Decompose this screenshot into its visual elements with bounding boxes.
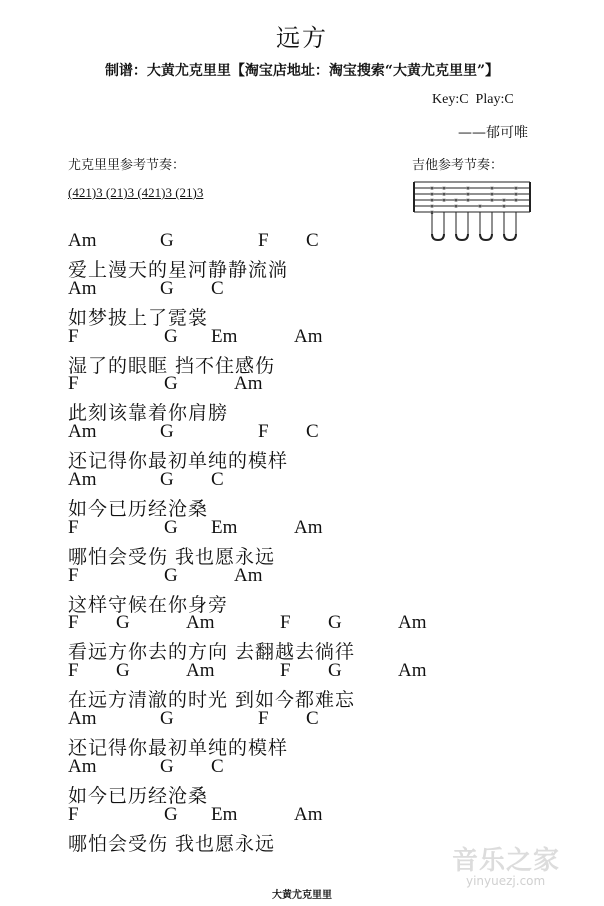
chord: Am (234, 373, 263, 395)
chord: C (211, 277, 224, 299)
chord: Am (68, 469, 97, 490)
ukulele-rhythm-label: 尤克里里参考节奏： (68, 158, 186, 173)
chord: G (160, 277, 174, 299)
chord: Am (68, 708, 97, 729)
lyric-line: 哪怕会受伤 我也愿永远 (68, 832, 276, 855)
svg-text:x: x (454, 198, 458, 204)
chord: G (164, 373, 178, 395)
chord: G (164, 516, 178, 538)
svg-text:x: x (430, 186, 434, 192)
svg-text:x: x (514, 186, 518, 192)
chord: C (306, 230, 319, 251)
chord: C (306, 421, 319, 443)
svg-text:x: x (430, 192, 434, 198)
svg-text:x: x (442, 186, 446, 192)
chord: F (280, 660, 291, 682)
chord: C (211, 469, 224, 490)
svg-text:x: x (466, 198, 470, 204)
chord: G (160, 421, 174, 443)
chord: F (68, 564, 79, 586)
lyric-line: 如梦披上了霓裳 (68, 306, 209, 329)
lyric-line: 湿了的眼眶 挡不住感伤 (68, 354, 276, 377)
lyric-line: 如今已历经沧桑 (68, 784, 209, 807)
svg-text:x: x (490, 192, 494, 198)
chord: F (68, 612, 79, 634)
svg-text:x: x (490, 186, 494, 192)
chord: F (258, 230, 269, 251)
chord: F (68, 325, 79, 347)
chord: F (68, 373, 79, 395)
lyric-line: 还记得你最初单纯的模样 (68, 450, 289, 473)
chord: G (160, 755, 174, 777)
lyric-line: 在远方清澈的时光 到如今都难忘 (68, 689, 356, 712)
chord: G (164, 564, 178, 586)
chord: Am (294, 325, 323, 347)
chord: G (116, 660, 130, 682)
chord: Em (211, 803, 238, 825)
arranger-credit: 制谱：大黄尤克里里【淘宝店地址：淘宝搜索“大黄尤克里里”】 (104, 63, 500, 79)
lyric-line: 哪怕会受伤 我也愿永远 (68, 545, 276, 568)
chord: F (280, 612, 291, 634)
chord: Am (294, 803, 323, 825)
svg-text:x: x (514, 192, 518, 198)
svg-text:x: x (478, 204, 482, 210)
watermark-logo: 音乐之家 (452, 846, 561, 876)
svg-text:x: x (514, 198, 518, 204)
singer-name: ——郁可唯 (458, 125, 528, 141)
chord: G (160, 708, 174, 729)
lyric-line: 还记得你最初单纯的模样 (68, 737, 289, 759)
ukulele-rhythm-pattern: (421)3 (21)3 (421)3 (21)3 (68, 185, 204, 200)
chord: Am (234, 564, 263, 586)
svg-text:x: x (466, 186, 470, 192)
lyric-line: 看远方你去的方向 去翻越去徜徉 (68, 641, 356, 664)
chord: G (164, 325, 178, 347)
lyric-line: 如今已历经沧桑 (68, 498, 209, 520)
lyric-line: 此刻该靠着你肩膀 (68, 402, 229, 425)
footer-brand: 大黄尤克里里 (272, 890, 332, 901)
chord: C (211, 755, 224, 777)
svg-text:x: x (430, 210, 434, 216)
svg-text:x: x (442, 198, 446, 204)
svg-text:x: x (442, 192, 446, 198)
chord: G (328, 660, 342, 682)
chord: F (68, 516, 79, 538)
key-play: Key:C Play:C (432, 92, 514, 107)
chord: C (306, 708, 319, 729)
svg-text:x: x (430, 204, 434, 210)
chord: Am (398, 612, 427, 634)
chord: G (116, 612, 130, 634)
chord: F (68, 803, 79, 825)
chord: Am (294, 516, 323, 538)
chord: Em (211, 516, 238, 538)
svg-text:x: x (454, 204, 458, 210)
chord: Am (186, 612, 215, 634)
chord: G (160, 469, 174, 490)
chord: Em (211, 325, 238, 347)
chord: G (160, 230, 174, 251)
chord: F (68, 660, 79, 682)
chord: F (258, 708, 269, 729)
chord: Am (68, 277, 97, 299)
guitar-rhythm-tab (410, 178, 534, 242)
chord: F (258, 421, 269, 443)
svg-text:x: x (430, 198, 434, 204)
chord: G (164, 803, 178, 825)
svg-text:x: x (502, 204, 506, 210)
chord: Am (68, 755, 97, 777)
svg-text:x: x (490, 198, 494, 204)
svg-text:x: x (466, 192, 470, 198)
svg-text:x: x (502, 198, 506, 204)
lyric-line: 爱上漫天的星河静静流淌 (68, 259, 289, 281)
chord: Am (68, 230, 97, 251)
guitar-rhythm-label: 吉他参考节奏： (412, 158, 504, 173)
chord: G (328, 612, 342, 634)
chord: Am (186, 660, 215, 682)
chord: Am (398, 660, 427, 682)
chord: Am (68, 421, 97, 443)
watermark-url: yinyuezj.com (466, 874, 546, 888)
page-title: 远方 (276, 24, 328, 52)
lyric-line: 这样守候在你身旁 (68, 593, 229, 616)
